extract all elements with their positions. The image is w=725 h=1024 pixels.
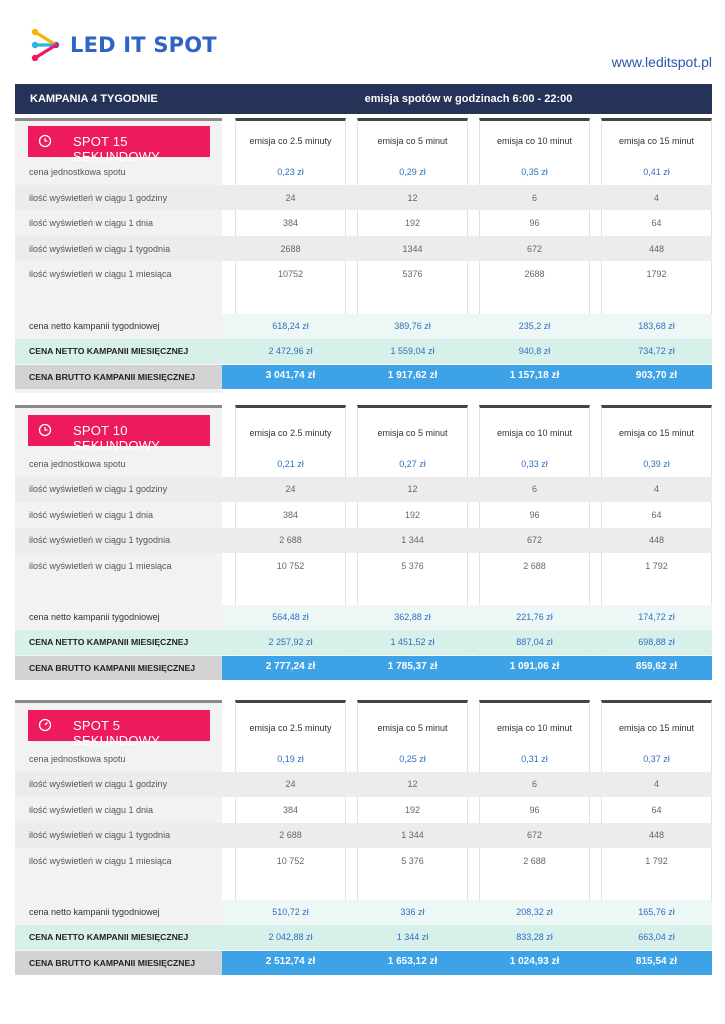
per-week-value: 2 688 — [279, 535, 302, 545]
unit-price-value: 0,33 zł — [521, 459, 548, 469]
net-month-value: 887,04 zł — [516, 637, 553, 647]
clock-icon — [38, 423, 52, 437]
column-header: emisja co 15 minut — [618, 136, 695, 146]
row-label-unit-price: cena jednostkowa spotu — [29, 459, 126, 469]
net-month-value: 1 344 zł — [396, 932, 429, 942]
row-label-gross-month: CENA BRUTTO KAMPANII MIESIĘCZNEJ — [29, 663, 195, 673]
timer-icon — [38, 718, 52, 732]
row-label-per-month: ilość wyświetleń w ciągu 1 miesiąca — [29, 561, 172, 571]
logo-icon — [30, 27, 62, 63]
per-hour-value: 24 — [285, 779, 296, 789]
per-hour-value: 12 — [407, 484, 418, 494]
brand-name: LED IT SPOT — [70, 33, 217, 57]
per-day-value: 384 — [282, 805, 299, 815]
per-week-value: 672 — [526, 244, 543, 254]
unit-price-value: 0,27 zł — [399, 459, 426, 469]
emission-hours: emisja spotów w godzinach 6:00 - 22:00 — [364, 93, 573, 105]
per-month-value: 2688 — [524, 269, 545, 279]
per-month-value: 1 792 — [645, 561, 668, 571]
unit-price-value: 0,35 zł — [521, 167, 548, 177]
spot-title: SPOT 15 SEKUNDOWY — [73, 134, 161, 164]
row-label-gross-month: CENA BRUTTO KAMPANII MIESIĘCZNEJ — [29, 958, 195, 968]
net-week-value: 235,2 zł — [518, 321, 551, 331]
net-week-value: 564,48 zł — [272, 612, 309, 622]
website-url[interactable]: www.leditspot.pl — [611, 54, 712, 70]
per-hour-value: 4 — [653, 193, 659, 203]
spot-title-badge — [28, 126, 210, 164]
column-header: emisja co 10 minut — [496, 428, 573, 438]
per-week-value: 1 344 — [401, 535, 424, 545]
row-label-net-week: cena netto kampanii tygodniowej — [29, 907, 160, 917]
per-week-value: 1 344 — [401, 830, 424, 840]
gross-month-value: 1 917,62 zł — [387, 370, 438, 381]
per-hour-value: 4 — [653, 484, 659, 494]
gross-month-value: 3 041,74 zł — [265, 370, 316, 381]
net-week-value: 618,24 zł — [272, 321, 309, 331]
per-hour-value: 6 — [531, 779, 537, 789]
per-day-value: 96 — [529, 218, 540, 228]
row-label-per-month: ilość wyświetleń w ciągu 1 miesiąca — [29, 856, 172, 866]
per-hour-value: 6 — [531, 193, 537, 203]
net-week-value: 165,76 zł — [638, 907, 675, 917]
column-header: emisja co 5 minut — [377, 428, 448, 438]
per-week-value: 2688 — [280, 244, 301, 254]
per-month-value: 2 688 — [523, 856, 546, 866]
pricing-section-10s — [15, 405, 712, 680]
per-month-value: 2 688 — [523, 561, 546, 571]
gross-month-value: 859,62 zł — [635, 661, 678, 672]
column-header: emisja co 5 minut — [377, 723, 448, 733]
gross-month-value: 1 024,93 zł — [509, 956, 560, 967]
brand-logo — [30, 27, 217, 63]
row-label-per-week: ilość wyświetleń w ciągu 1 tygodnia — [29, 535, 171, 545]
net-month-value: 2 257,92 zł — [268, 637, 313, 647]
net-week-value: 336 zł — [400, 907, 425, 917]
row-label-unit-price: cena jednostkowa spotu — [29, 167, 126, 177]
per-month-value: 1 792 — [645, 856, 668, 866]
net-month-value: 940,8 zł — [518, 346, 551, 356]
row-label-net-week: cena netto kampanii tygodniowej — [29, 321, 160, 331]
per-month-value: 5 376 — [401, 856, 424, 866]
net-week-value: 389,76 zł — [394, 321, 431, 331]
row-label-per-week: ilość wyświetleń w ciągu 1 tygodnia — [29, 830, 171, 840]
net-month-value: 833,28 zł — [516, 932, 553, 942]
unit-price-value: 0,21 zł — [277, 459, 304, 469]
row-label-gross-month: CENA BRUTTO KAMPANII MIESIĘCZNEJ — [29, 372, 195, 382]
gross-month-value: 1 157,18 zł — [509, 370, 560, 381]
row-label-per-hour: ilość wyświetleń w ciągu 1 godziny — [29, 779, 168, 789]
pricing-section-15s — [15, 118, 712, 393]
gross-month-value: 815,54 zł — [635, 956, 678, 967]
unit-price-value: 0,37 zł — [643, 754, 670, 764]
net-week-value: 208,32 zł — [516, 907, 553, 917]
column-header: emisja co 2.5 minuty — [249, 136, 332, 146]
spot-title: SPOT 10 SEKUNDOWY — [73, 423, 161, 453]
gross-month-value: 903,70 zł — [635, 370, 678, 381]
pricing-section-5s — [15, 700, 712, 975]
unit-price-value: 0,31 zł — [521, 754, 548, 764]
per-week-value: 672 — [526, 830, 543, 840]
per-week-value: 672 — [526, 535, 543, 545]
net-week-value: 510,72 zł — [272, 907, 309, 917]
row-label-net-month: CENA NETTO KAMPANII MIESIĘCZNEJ — [29, 932, 189, 942]
row-label-per-week: ilość wyświetleń w ciągu 1 tygodnia — [29, 244, 171, 254]
per-week-value: 1344 — [402, 244, 423, 254]
gross-month-value: 2 512,74 zł — [265, 956, 316, 967]
row-label-per-month: ilość wyświetleń w ciągu 1 miesiąca — [29, 269, 172, 279]
per-hour-value: 4 — [653, 779, 659, 789]
per-day-value: 64 — [651, 510, 662, 520]
campaign-title: KAMPANIA 4 TYGODNIE — [30, 93, 158, 105]
per-day-value: 192 — [404, 510, 421, 520]
gross-month-value: 1 653,12 zł — [387, 956, 438, 967]
per-week-value: 448 — [648, 244, 665, 254]
per-day-value: 192 — [404, 805, 421, 815]
row-label-unit-price: cena jednostkowa spotu — [29, 754, 126, 764]
per-hour-value: 6 — [531, 484, 537, 494]
unit-price-value: 0,23 zł — [277, 167, 304, 177]
per-month-value: 5376 — [402, 269, 423, 279]
row-label-net-month: CENA NETTO KAMPANII MIESIĘCZNEJ — [29, 637, 189, 647]
net-month-value: 698,88 zł — [638, 637, 675, 647]
gross-month-value: 2 777,24 zł — [265, 661, 316, 672]
unit-price-value: 0,41 zł — [643, 167, 670, 177]
clock-icon — [38, 134, 52, 148]
per-day-value: 64 — [651, 218, 662, 228]
per-month-value: 10 752 — [276, 561, 305, 571]
per-hour-value: 24 — [285, 193, 296, 203]
per-day-value: 384 — [282, 510, 299, 520]
net-month-value: 2 472,96 zł — [268, 346, 313, 356]
per-week-value: 448 — [648, 535, 665, 545]
row-label-per-day: ilość wyświetleń w ciągu 1 dnia — [29, 218, 154, 228]
row-label-per-hour: ilość wyświetleń w ciągu 1 godziny — [29, 484, 168, 494]
gross-month-value: 1 785,37 zł — [387, 661, 438, 672]
net-week-value: 362,88 zł — [394, 612, 431, 622]
per-hour-value: 12 — [407, 193, 418, 203]
per-day-value: 64 — [651, 805, 662, 815]
spot-title-badge — [28, 710, 210, 748]
per-month-value: 10752 — [277, 269, 304, 279]
row-label-per-hour: ilość wyświetleń w ciągu 1 godziny — [29, 193, 168, 203]
spot-title: SPOT 5 SEKUNDOWY — [73, 718, 161, 748]
column-header: emisja co 15 minut — [618, 428, 695, 438]
per-day-value: 96 — [529, 510, 540, 520]
campaign-header — [15, 84, 712, 114]
net-month-value: 1 559,04 zł — [390, 346, 435, 356]
net-month-value: 663,04 zł — [638, 932, 675, 942]
per-hour-value: 24 — [285, 484, 296, 494]
column-header: emisja co 5 minut — [377, 136, 448, 146]
per-week-value: 2 688 — [279, 830, 302, 840]
net-month-value: 1 451,52 zł — [390, 637, 435, 647]
row-label-per-day: ilość wyświetleń w ciągu 1 dnia — [29, 510, 154, 520]
per-month-value: 5 376 — [401, 561, 424, 571]
net-week-value: 183,68 zł — [638, 321, 675, 331]
unit-price-value: 0,25 zł — [399, 754, 426, 764]
column-header: emisja co 2.5 minuty — [249, 428, 332, 438]
spot-title-badge — [28, 415, 210, 453]
unit-price-value: 0,19 zł — [277, 754, 304, 764]
row-label-per-day: ilość wyświetleń w ciągu 1 dnia — [29, 805, 154, 815]
column-header: emisja co 2.5 minuty — [249, 723, 332, 733]
unit-price-value: 0,29 zł — [399, 167, 426, 177]
net-month-value: 2 042,88 zł — [268, 932, 313, 942]
net-week-value: 221,76 zł — [516, 612, 553, 622]
per-month-value: 1792 — [646, 269, 667, 279]
per-month-value: 10 752 — [276, 856, 305, 866]
per-day-value: 192 — [404, 218, 421, 228]
unit-price-value: 0,39 zł — [643, 459, 670, 469]
net-month-value: 734,72 zł — [638, 346, 675, 356]
column-header: emisja co 10 minut — [496, 136, 573, 146]
per-day-value: 96 — [529, 805, 540, 815]
column-header: emisja co 15 minut — [618, 723, 695, 733]
per-day-value: 384 — [282, 218, 299, 228]
gross-month-value: 1 091,06 zł — [509, 661, 560, 672]
row-label-net-week: cena netto kampanii tygodniowej — [29, 612, 160, 622]
per-week-value: 448 — [648, 830, 665, 840]
net-week-value: 174,72 zł — [638, 612, 675, 622]
column-header: emisja co 10 minut — [496, 723, 573, 733]
row-label-net-month: CENA NETTO KAMPANII MIESIĘCZNEJ — [29, 346, 189, 356]
per-hour-value: 12 — [407, 779, 418, 789]
